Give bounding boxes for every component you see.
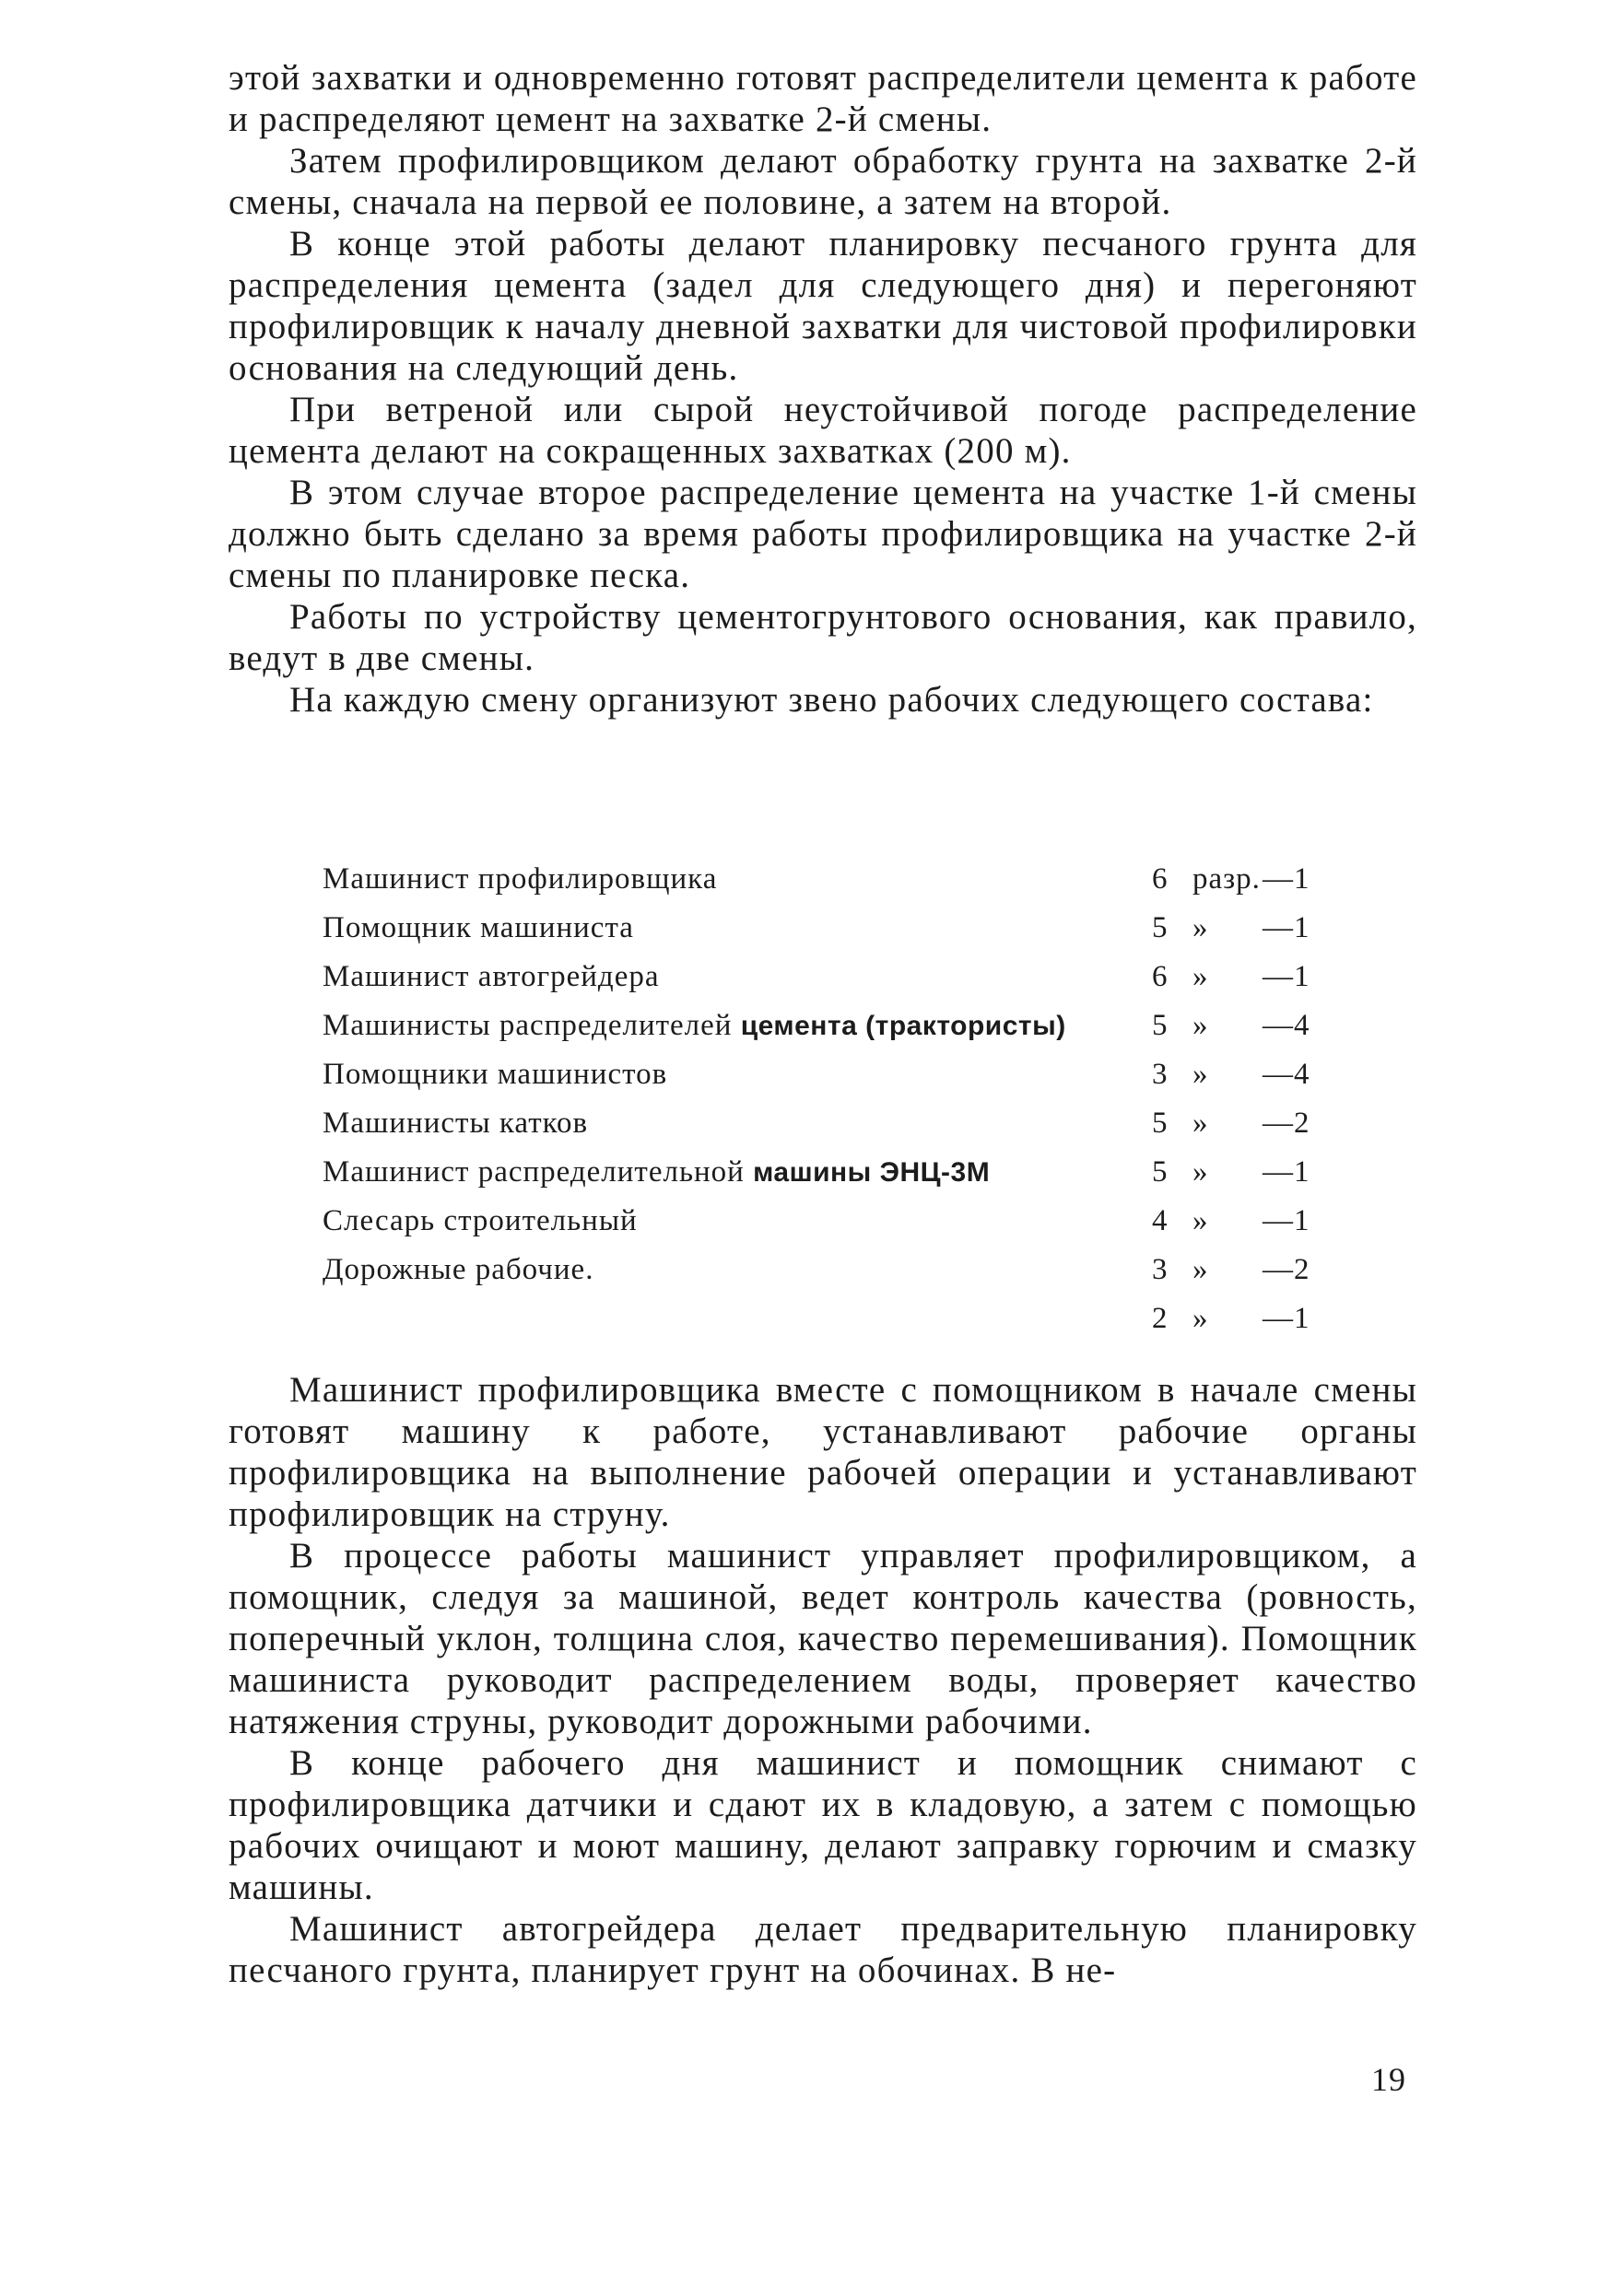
- crew-count: —1: [1263, 862, 1310, 896]
- table-row: [323, 1099, 1327, 1148]
- paragraph: Машинист профилировщика вместе с помощником в начале смены готовят машину к работе, устанавливают рабочие органы профилировщика на выполнение рабочей операции и устанавливают профилировщик на струну.: [229, 1370, 1417, 1534]
- crew-role: Машинисты катков: [323, 1107, 589, 1140]
- crew-grade: 5: [1152, 911, 1169, 944]
- table-row: [323, 1002, 1327, 1050]
- crew-grade: 5: [1152, 1107, 1169, 1140]
- crew-role: Машинист профилировщика: [323, 862, 718, 896]
- crew-role: Машинист автогрейдера: [323, 960, 660, 993]
- crew-count: —1: [1263, 1204, 1310, 1237]
- crew-count: —2: [1263, 1107, 1310, 1140]
- crew-count: —4: [1263, 1009, 1310, 1042]
- crew-role: Дорожные рабочие.: [323, 1253, 594, 1286]
- paragraph: этой захватки и одновременно готовят распределители цемента к работе и распределяют цемент на захватке 2-й смены.: [229, 58, 1417, 139]
- crew-grade: 4: [1152, 1204, 1169, 1237]
- crew-grade: 2: [1152, 1302, 1169, 1335]
- page-number: 19: [1371, 2061, 1406, 2098]
- crew-grade-unit: разр.: [1192, 862, 1261, 896]
- body-text-bottom: [229, 1369, 1417, 1991]
- table-row: [323, 1294, 1327, 1343]
- crew-grade-unit: »: [1192, 1253, 1209, 1286]
- crew-count: —4: [1263, 1058, 1310, 1091]
- crew-grade: 5: [1152, 1155, 1169, 1189]
- paragraph: В конце этой работы делают планировку песчаного грунта для распределения цемента (задел для следующего дня) и перегоняют профилировщик к началу дневной захватки для чистовой профилировки основания на следующий день.: [229, 224, 1417, 388]
- crew-grade: 5: [1152, 1009, 1169, 1042]
- paragraph: Машинист автогрейдера делает предварительную планировку песчаного грунта, планирует грунт на обочинах. В не-: [229, 1909, 1417, 1990]
- table-row: [323, 1197, 1327, 1246]
- crew-grade-unit: »: [1192, 960, 1209, 993]
- crew-grade-unit: »: [1192, 1009, 1209, 1042]
- crew-role: Машинист распределительной машины ЭНЦ-3М: [323, 1155, 991, 1189]
- crew-composition-table: [323, 855, 1327, 1343]
- crew-count: —2: [1263, 1253, 1310, 1286]
- crew-grade: 6: [1152, 862, 1169, 896]
- crew-role: Машинисты распределителей цемента (трактористы): [323, 1009, 1066, 1042]
- paragraph: В этом случае второе распределение цемента на участке 1-й смены должно быть сделано за время работы профилировщика на участке 2-й смены по планировке песка.: [229, 473, 1417, 595]
- crew-grade-unit: »: [1192, 1302, 1209, 1335]
- crew-role: [323, 1294, 1152, 1343]
- crew-role: Помощник машиниста: [323, 911, 634, 944]
- table-row: [323, 855, 1327, 904]
- crew-grade-unit: »: [1192, 1204, 1209, 1237]
- crew-role: Помощники машинистов: [323, 1058, 668, 1091]
- paragraph: На каждую смену организуют звено рабочих следующего состава:: [289, 680, 1374, 720]
- crew-grade-unit: »: [1192, 1155, 1209, 1189]
- crew-count: —1: [1263, 911, 1310, 944]
- crew-count: —1: [1263, 960, 1310, 993]
- crew-count: —1: [1263, 1155, 1310, 1189]
- body-text-top: [229, 57, 1417, 720]
- crew-grade: 3: [1152, 1253, 1169, 1286]
- crew-count: —1: [1263, 1302, 1310, 1335]
- table-row: [323, 1148, 1327, 1197]
- table-row: [323, 1050, 1327, 1099]
- crew-grade-unit: »: [1192, 1107, 1209, 1140]
- crew-role: Слесарь строительный: [323, 1204, 638, 1237]
- crew-grade-unit: »: [1192, 1058, 1209, 1091]
- paragraph: Работы по устройству цементогрунтового основания, как правило, ведут в две смены.: [229, 597, 1417, 678]
- crew-grade-unit: »: [1192, 911, 1209, 944]
- paragraph: Затем профилировщиком делают обработку грунта на захватке 2-й смены, сначала на первой ее половине, а затем на второй.: [229, 141, 1417, 222]
- crew-grade: 6: [1152, 960, 1169, 993]
- paragraph: При ветреной или сырой неустойчивой погоде распределение цемента делают на сокращенных захватках (200 м).: [229, 390, 1417, 471]
- table-row: [323, 1246, 1327, 1294]
- crew-grade: 3: [1152, 1058, 1169, 1091]
- paragraph: В конце рабочего дня машинист и помощник снимают с профилировщика датчики и сдают их в кладовую, а затем с помощью рабочих очищают и моют машину, делают заправку горючим и смазку машины.: [229, 1743, 1417, 1907]
- table-row: [323, 904, 1327, 953]
- paragraph: В процессе работы машинист управляет профилировщиком, а помощник, следуя за машиной, ведет контроль качества (ровность, поперечный уклон, толщина слоя, качество перемешивания). Помощник машиниста руководит распределением воды, проверяет качество натяжения струны, руководит дорожными рабочими.: [229, 1536, 1417, 1741]
- table-row: [323, 953, 1327, 1002]
